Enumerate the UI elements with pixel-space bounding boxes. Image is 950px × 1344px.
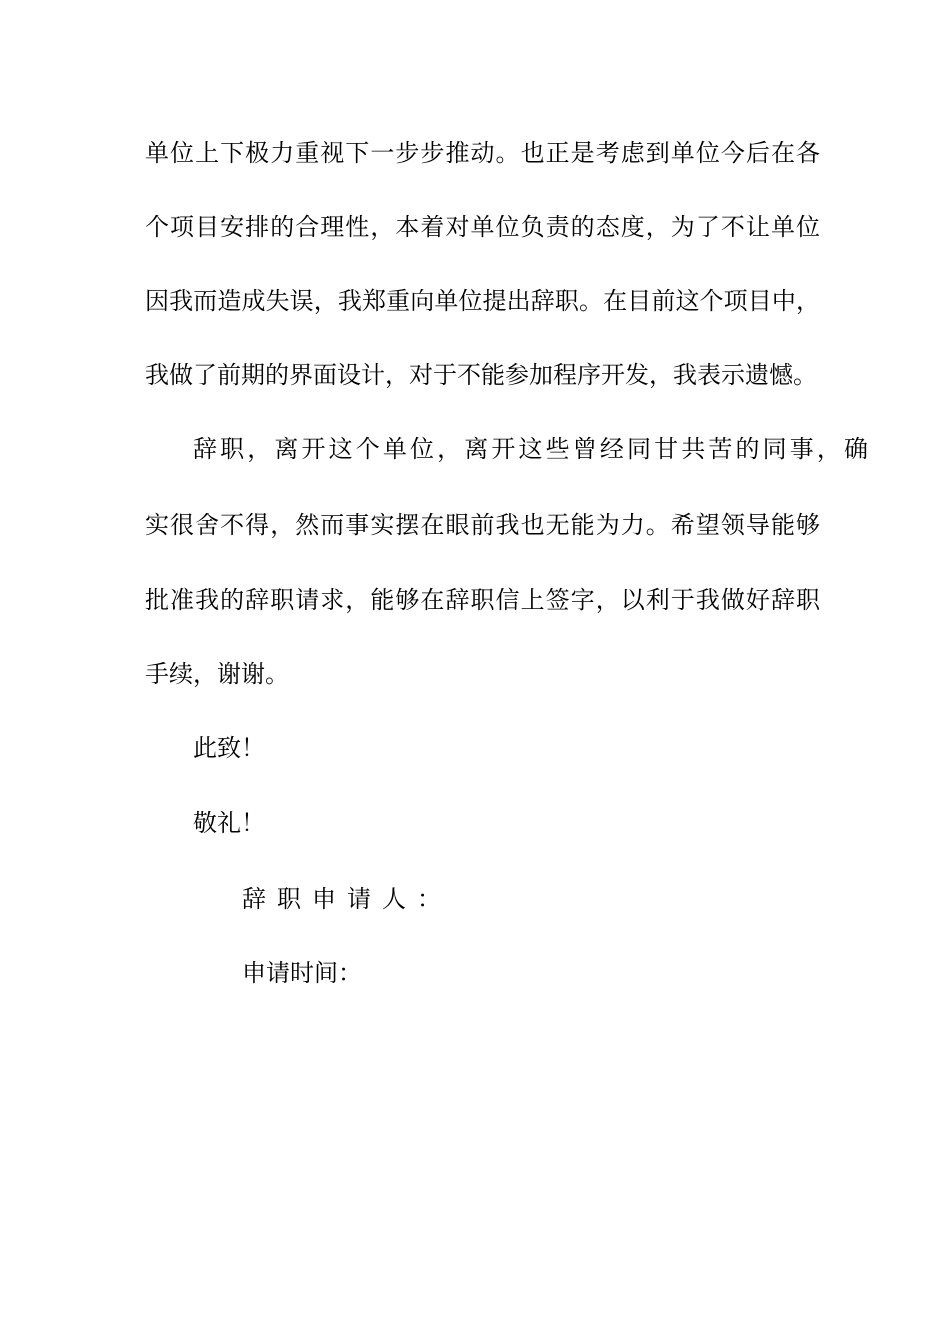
paragraph-line-7: 批准我的辞职请求，能够在辞职信上签字，以利于我做好辞职 [145,586,820,614]
applicant-label: 辞职申请人： [242,885,452,913]
paragraph-line-5: 辞职，离开这个单位，离开这些曾经同甘共苦的同事，确 [193,435,868,463]
paragraph-line-8: 手续，谢谢。 [145,660,289,688]
date-label: 申请时间： [242,959,362,987]
closing-salutation-2: 敬礼！ [193,809,265,837]
closing-salutation-1: 此致！ [193,734,265,762]
paragraph-line-1: 单位上下极力重视下一步步推动。也正是考虑到单位今后在各 [145,139,820,167]
paragraph-line-3: 因我而造成失误，我郑重向单位提出辞职。在目前这个项目中， [145,287,820,315]
paragraph-line-4: 我做了前期的界面设计，对于不能参加程序开发，我表示遗憾。 [145,361,817,389]
paragraph-line-6: 实很舍不得，然而事实摆在眼前我也无能为力。希望领导能够 [145,511,820,539]
paragraph-line-2: 个项目安排的合理性，本着对单位负责的态度，为了不让单位 [145,213,820,241]
